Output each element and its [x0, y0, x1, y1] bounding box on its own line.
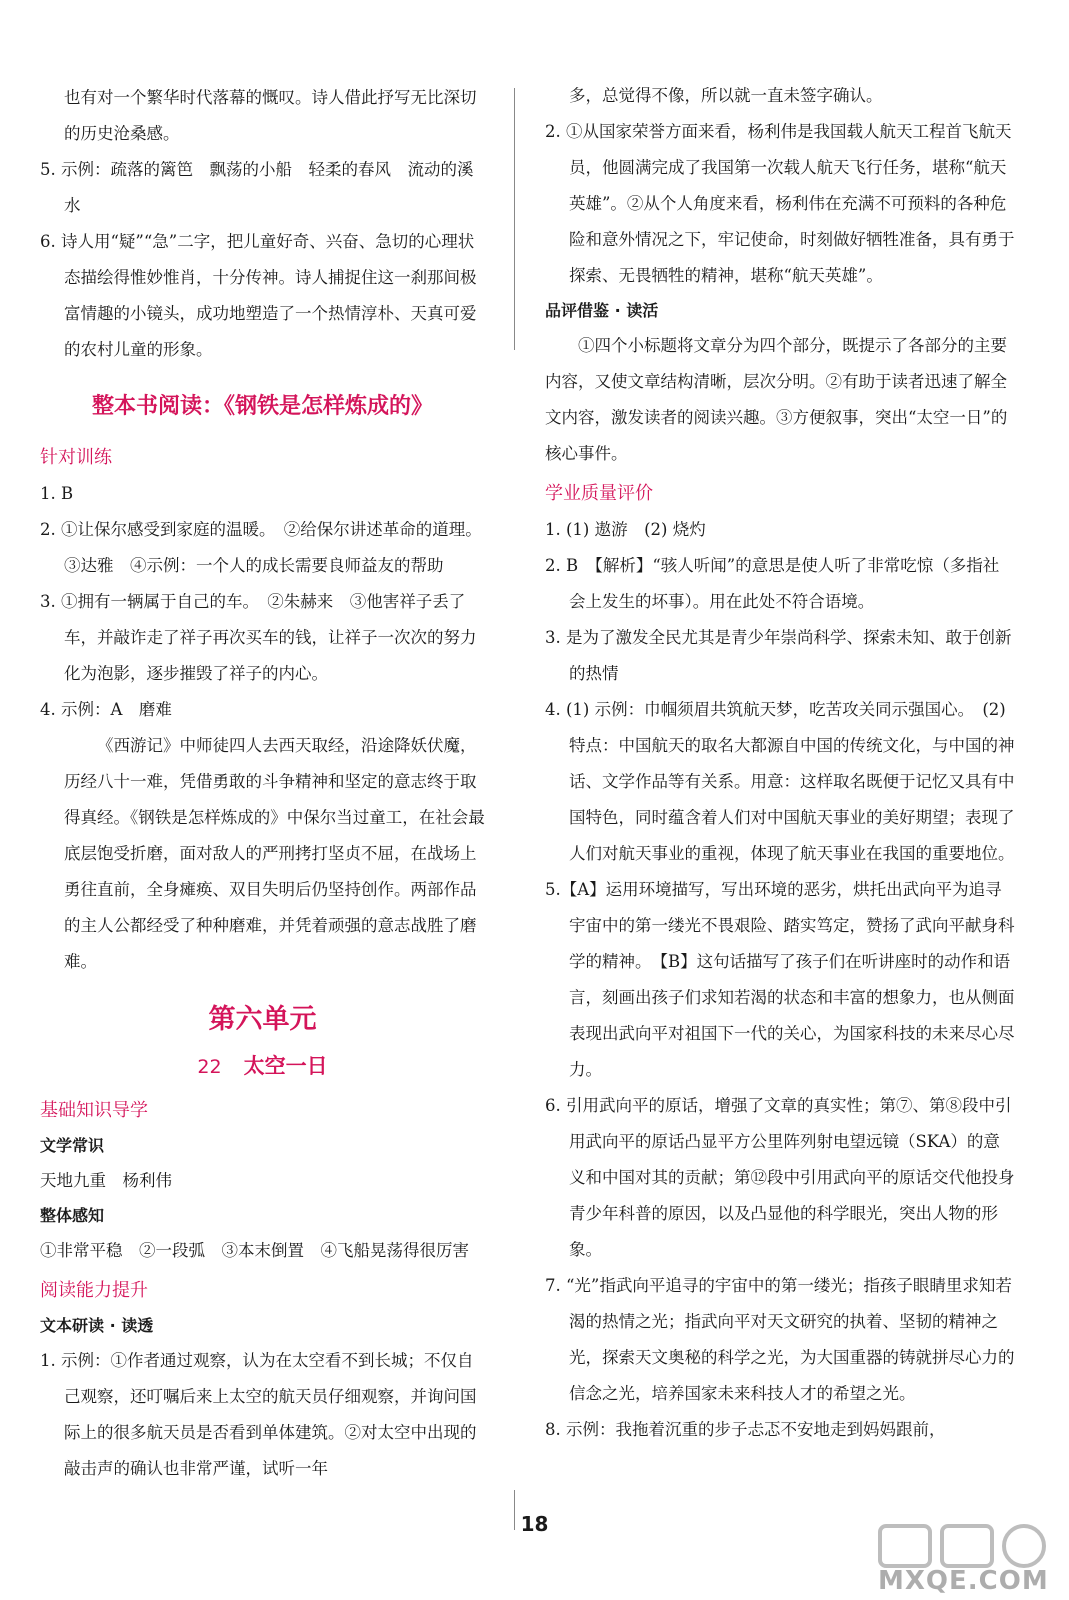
- quality-2: 2. B 【解析】“骇人听闻”的意思是使人听了非常吃惊（多指社会上发生的坏事）。用在此处不符合语境。: [545, 556, 1000, 611]
- training-3: 3. ①拥有一辆属于自己的车。 ②朱赫来 ③他害祥子丢了车，并敲诈走了祥子再次买车的钱，让祥子一次次的努力化为泡影，逐步摧毁了祥子的内心。: [40, 592, 477, 683]
- section-reading-ability: 阅读能力提升: [40, 1280, 148, 1301]
- book-reading-title: 整本书阅读：《钢铁是怎样炼成的》: [91, 393, 433, 419]
- page-number: 18: [520, 1512, 549, 1536]
- watermark-text: MXQE.COM: [878, 1566, 1049, 1596]
- poem-analysis-end: 也有对一个繁华时代落幕的慨叹。诗人借此抒写无比深切的历史沧桑感。: [64, 88, 477, 143]
- quality-3: 3. 是为了激发全民尤其是青少年崇尚科学、探索未知、敢于创新的热情: [545, 628, 1012, 683]
- overall-answer: ①非常平稳 ②一段弧 ③本末倒置 ④飞船晃荡得很厉害: [40, 1241, 469, 1260]
- lesson-title: 太空一日: [243, 1053, 328, 1078]
- answer-5: 5. 示例：疏落的篱笆 飘荡的小船 轻柔的春风 流动的溪水: [40, 160, 474, 215]
- section-academic-quality: 学业质量评价: [545, 483, 653, 504]
- section-targeted-training: 针对训练: [40, 447, 112, 468]
- literary-answer: 天地九重 杨利伟: [40, 1171, 172, 1190]
- sub-literary-knowledge: 文学常识: [40, 1136, 105, 1155]
- training-2: 2. ①让保尔感受到家庭的温暖。 ②给保尔讲述革命的道理。 ③达雅 ④示例：一个人的成长需要良师益友的帮助: [40, 520, 490, 575]
- quality-5: 5.【A】运用环境描写，写出环境的恶劣，烘托出武向平为追寻宇宙中的第一缕光不畏艰险、踏实笃定，赞扬了武向平献身科学的精神。 【B】这句话描写了孩子们在听讲座时的动作和语言，刻画出孩子们求知若渴的状态和丰富的想象力，也从侧面表现出武向平对祖国下一代的关心，为国家科技的未来尽心尽力。: [545, 880, 1015, 1079]
- reading-1-continued: 多，总觉得不像，所以就一直未签字确认。: [569, 86, 883, 105]
- quality-4: 4. (1) 示例：巾帼须眉共筑航天梦，吃苦攻关同示强国心。 (2) 特点：中国航天的取名大都源自中国的传统文化，与中国的神话、文学作品等有关系。用意：这样取名既便于记忆又具有中国特色，同时蕴含着人们对中国航天事业的美好期望；表现了人们对航天事业的重视，体现了航天事业在我国的重要地位。: [545, 700, 1015, 863]
- sub-evaluation: 品评借鉴 · 读活: [545, 301, 659, 320]
- right-column: [545, 78, 1015, 1448]
- sub-text-study: 文本研读 · 读透: [40, 1316, 154, 1335]
- training-4: 4. 示例：A 磨难: [40, 700, 172, 719]
- training-4-paragraph: 《西游记》中师徒四人去西天取经，沿途降妖伏魔，历经八十一难，凭借勇敢的斗争精神和坚定的意志终于取得真经。《钢铁是怎样炼成的》中保尔当过童工，在社会最底层饱受折磨，面对敌人的严刑拷打坚贞不屈，在战场上勇往直前，全身瘫痪、双目失明后仍坚持创作。两部作品的主人公都经受了种种磨难，并凭着顽强的意志战胜了磨难。: [64, 736, 485, 971]
- quality-6: 6. 引用武向平的原话，增强了文章的真实性；第⑦、第⑧段中引用武向平的原话凸显平方公里阵列射电望远镜（SKA）的意义和中国对其的贡献；第⑫段中引用武向平的原话交代他投身青少年科普的原因，以及凸显他的科学眼光，突出人物的形象。: [545, 1096, 1015, 1259]
- reading-1: 1. 示例：①作者通过观察，认为在太空看不到长城；不仅自己观察，还叮嘱后来上太空的航天员仔细观察，并询问国际上的很多航天员是否看到单体建筑。②对太空中出现的敲击声的确认也非常严谨，试听一年: [40, 1351, 477, 1478]
- evaluation-paragraph: ①四个小标题将文章分为四个部分，既提示了各部分的主要内容，又使文章结构清晰，层次分明。②有助于读者迅速了解全文内容，激发读者的阅读兴趣。③方便叙事，突出“太空一日”的核心事件。: [545, 336, 1008, 463]
- left-column: [40, 80, 490, 1487]
- unit-title: 第六单元: [208, 1004, 317, 1035]
- quality-8: 8. 示例：我拖着沉重的步子忐忑不安地走到妈妈跟前，: [545, 1420, 946, 1439]
- lesson-number: 22: [197, 1056, 222, 1078]
- answer-6: 6. 诗人用“疑”“急”二字，把儿童好奇、兴奋、急切的心理状态描绘得惟妙惟肖，十分传神。诗人捕捉住这一刹那间极富情趣的小镜头，成功地塑造了一个热情淳朴、天真可爱的农村儿童的形象。: [40, 232, 477, 359]
- section-basic-knowledge: 基础知识导学: [40, 1100, 148, 1121]
- lesson-heading: [40, 1046, 485, 1087]
- reading-2: 2. ①从国家荣誉方面来看，杨利伟是我国载人航天工程首飞航天员，他圆满完成了我国第一次载人航天飞行任务，堪称“航天英雄”。②从个人角度来看，杨利伟在充满不可预料的各种危险和意外情况之下，牢记使命，时刻做好牺牲准备，具有勇于探索、无畏牺牲的精神，堪称“航天英雄”。: [545, 122, 1015, 285]
- sub-overall-perception: 整体感知: [40, 1206, 105, 1225]
- quality-7: 7. “光”指武向平追寻的宇宙中的第一缕光；指孩子眼睛里求知若渴的热情之光；指武向平对天文研究的执着、坚韧的精神之光，探索天文奥秘的科学之光，为大国重器的铸就拼尽心力的信念之光，培养国家未来科技人才的希望之光。: [545, 1276, 1015, 1403]
- training-1: 1. B: [40, 484, 74, 503]
- column-divider-top: [514, 88, 515, 350]
- quality-1: 1. (1) 遨游 (2) 烧灼: [545, 520, 706, 539]
